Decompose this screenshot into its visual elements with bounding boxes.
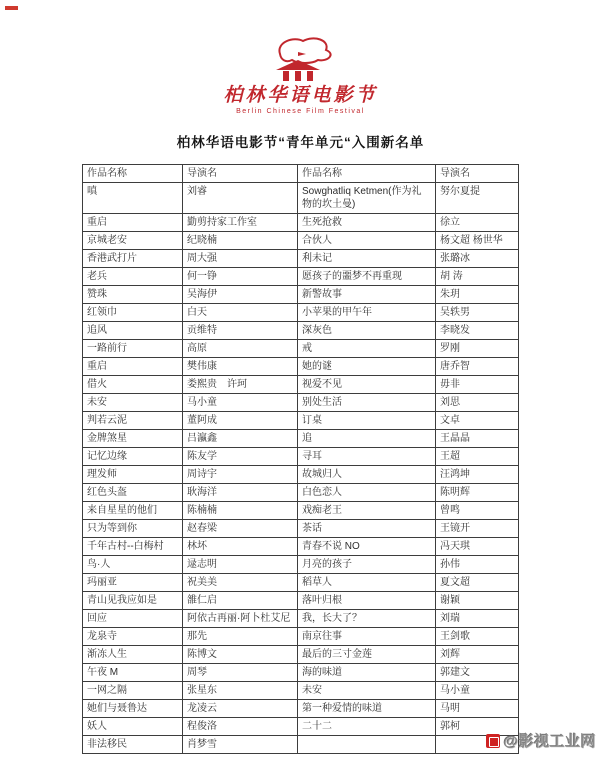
table-cell: 夏文超 [436, 574, 519, 592]
table-cell: 徐立 [436, 214, 519, 232]
table-cell: 郭建文 [436, 664, 519, 682]
table-cell: 红领巾 [83, 304, 183, 322]
table-cell: 王剑歌 [436, 628, 519, 646]
table-cell: 香港武打片 [83, 250, 183, 268]
table-cell: 未安 [83, 394, 183, 412]
table-row [83, 183, 519, 214]
table-cell: 稻草人 [298, 574, 436, 592]
table-row [83, 484, 519, 502]
table-row [83, 574, 519, 592]
table-cell: 追风 [83, 322, 183, 340]
table-cell: 一路前行 [83, 340, 183, 358]
table-cell: 视爱不见 [298, 376, 436, 394]
table-cell: 张星东 [183, 682, 298, 700]
table-cell: 一网之隔 [83, 682, 183, 700]
table-row [83, 430, 519, 448]
table-cell: 祝美美 [183, 574, 298, 592]
table-cell: 小苹果的甲午年 [298, 304, 436, 322]
table-cell: 落叶归根 [298, 592, 436, 610]
table-cell: 唐乔智 [436, 358, 519, 376]
table-cell: Sowghatliq Ketmen(作为礼物的坎土曼) [298, 183, 436, 214]
table-row [83, 700, 519, 718]
table-cell: 生死抢救 [298, 214, 436, 232]
table-row [83, 682, 519, 700]
table-cell [298, 736, 436, 754]
table-cell: 海的味道 [298, 664, 436, 682]
table-cell: 吴轶男 [436, 304, 519, 322]
table-row [83, 664, 519, 682]
table-cell: 未安 [298, 682, 436, 700]
corner-mark [5, 6, 18, 10]
table-cell: 高原 [183, 340, 298, 358]
table-row [83, 340, 519, 358]
table-cell: 我，长大了？ [298, 610, 436, 628]
table-cell: 纪晓楠 [183, 232, 298, 250]
table-cell: 借火 [83, 376, 183, 394]
table-cell: 刘思 [436, 394, 519, 412]
table-cell: 千年古村--白梅村 [83, 538, 183, 556]
table-cell: 龙凌云 [183, 700, 298, 718]
table-cell: 陈博文 [183, 646, 298, 664]
table-cell: 马明 [436, 700, 519, 718]
table-cell: 她们与聂鲁达 [83, 700, 183, 718]
table-cell: 汪鸿坤 [436, 466, 519, 484]
table-cell: 青山见我应如是 [83, 592, 183, 610]
table-cell: 曾鸣 [436, 502, 519, 520]
table-cell: 肖梦雪 [183, 736, 298, 754]
table-cell: 最后的三寸金莲 [298, 646, 436, 664]
table-cell: 周诗宇 [183, 466, 298, 484]
table-cell: 贡维特 [183, 322, 298, 340]
table-cell: 娄熙贵 许珂 [183, 376, 298, 394]
table-cell: 董阿成 [183, 412, 298, 430]
table-header-row [83, 165, 519, 183]
table-cell: 张璐冰 [436, 250, 519, 268]
watermark-text: @影视工业网 [503, 733, 596, 750]
table-cell: 订桌 [298, 412, 436, 430]
table-cell: 月亮的孩子 [298, 556, 436, 574]
table-cell: 雒仁启 [183, 592, 298, 610]
festival-logo-caption: Berlin Chinese Film Festival [236, 108, 365, 115]
watermark [486, 730, 596, 751]
table-cell: 南京往事 [298, 628, 436, 646]
table-row [83, 358, 519, 376]
table-cell: 刘瑞 [436, 610, 519, 628]
festival-logo [0, 0, 601, 115]
page-title: 柏林华语电影节“青年单元“入围新名单 [176, 135, 425, 150]
table-cell: 寻耳 [298, 448, 436, 466]
table-row [83, 538, 519, 556]
table-cell: 玛丽亚 [83, 574, 183, 592]
table-cell: 杨文超 杨世华 [436, 232, 519, 250]
table-cell: 金牌煞星 [83, 430, 183, 448]
table-row [83, 718, 519, 736]
table-row [83, 394, 519, 412]
table-cell: 故城归人 [298, 466, 436, 484]
column-header-film-2: 作品名称 [298, 165, 436, 183]
table-cell: 朱玥 [436, 286, 519, 304]
table-cell: 重启 [83, 214, 183, 232]
table-cell: 白色恋人 [298, 484, 436, 502]
table-row [83, 520, 519, 538]
table-cell: 鸟·人 [83, 556, 183, 574]
table-cell: 妖人 [83, 718, 183, 736]
table-cell: 陈楠楠 [183, 502, 298, 520]
table-cell: 文卓 [436, 412, 519, 430]
table-cell: 重启 [83, 358, 183, 376]
table-row [83, 466, 519, 484]
table-cell: 追 [298, 430, 436, 448]
table-cell: 深灰色 [298, 322, 436, 340]
table-cell: 戒 [298, 340, 436, 358]
table-cell: 吴海伊 [183, 286, 298, 304]
table-row [83, 628, 519, 646]
table-cell: 赵春梁 [183, 520, 298, 538]
table-cell: 樊伟康 [183, 358, 298, 376]
festival-logo-icon [246, 34, 356, 86]
table-cell: 刘辉 [436, 646, 519, 664]
table-cell: 来自星星的他们 [83, 502, 183, 520]
table-cell: 郭柯 [436, 718, 519, 736]
column-header-director-1: 导演名 [183, 165, 298, 183]
table-row [83, 610, 519, 628]
table-cell: 记忆边缘 [83, 448, 183, 466]
table-cell: 白天 [183, 304, 298, 322]
table-cell: 陈明辉 [436, 484, 519, 502]
table-row [83, 214, 519, 232]
table-row [83, 268, 519, 286]
table-cell: 王晶晶 [436, 430, 519, 448]
watermark-logo-icon [486, 734, 500, 748]
table-cell: 陈友学 [183, 448, 298, 466]
table-cell: 胡 涛 [436, 268, 519, 286]
table-cell: 嗔 [83, 183, 183, 214]
column-header-director-2: 导演名 [436, 165, 519, 183]
table-cell: 第一种爱情的味道 [298, 700, 436, 718]
table-cell: 回应 [83, 610, 183, 628]
table-cell: 马小童 [183, 394, 298, 412]
table-row [83, 646, 519, 664]
table-cell: 红色头盔 [83, 484, 183, 502]
table-cell: 谢颖 [436, 592, 519, 610]
table-cell: 李晓发 [436, 322, 519, 340]
table-cell: 赞珠 [83, 286, 183, 304]
table-cell: 吕瀛鑫 [183, 430, 298, 448]
table-row [83, 304, 519, 322]
table-cell: 何一铮 [183, 268, 298, 286]
table-cell: 努尔夏提 [436, 183, 519, 214]
table-cell: 利未记 [298, 250, 436, 268]
table-cell: 理发师 [83, 466, 183, 484]
table-row [83, 592, 519, 610]
table-cell: 只为等到你 [83, 520, 183, 538]
table-cell: 那先 [183, 628, 298, 646]
table-cell: 马小童 [436, 682, 519, 700]
table-cell: 二十二 [298, 718, 436, 736]
table-cell: 耿海洋 [183, 484, 298, 502]
table-cell: 刘睿 [183, 183, 298, 214]
table-row [83, 736, 519, 754]
table-cell: 判若云泥 [83, 412, 183, 430]
table-cell: 林坏 [183, 538, 298, 556]
table-row [83, 250, 519, 268]
table-row [83, 376, 519, 394]
table-cell: 老兵 [83, 268, 183, 286]
table-cell: 别处生活 [298, 394, 436, 412]
shortlist-table [82, 164, 519, 754]
table-cell: 阿依古再丽·阿卜杜艾尼 [183, 610, 298, 628]
table-row [83, 322, 519, 340]
table-cell: 戏痴老王 [298, 502, 436, 520]
table-cell: 青春不说 NO [298, 538, 436, 556]
table-cell: 孙伟 [436, 556, 519, 574]
table-row [83, 556, 519, 574]
table-cell: 新警故事 [298, 286, 436, 304]
table-row [83, 412, 519, 430]
table-cell: 冯天琪 [436, 538, 519, 556]
table-cell: 逯志明 [183, 556, 298, 574]
table-cell: 京城老安 [83, 232, 183, 250]
table-cell: 渐冻人生 [83, 646, 183, 664]
table-cell: 毋非 [436, 376, 519, 394]
table-row [83, 502, 519, 520]
table-cell: 龙泉寺 [83, 628, 183, 646]
table-row [83, 448, 519, 466]
table-cell: 合伙人 [298, 232, 436, 250]
table-cell: 周琴 [183, 664, 298, 682]
table-cell: 勤剪持家工作室 [183, 214, 298, 232]
table-cell: 愿孩子的噩梦不再重现 [298, 268, 436, 286]
table-cell: 她的谜 [298, 358, 436, 376]
table-cell: 非法移民 [83, 736, 183, 754]
table-cell: 程俊洛 [183, 718, 298, 736]
table-cell: 周大强 [183, 250, 298, 268]
table-cell: 罗刚 [436, 340, 519, 358]
table-row [83, 286, 519, 304]
table-row [83, 232, 519, 250]
festival-logo-calligraphy: 柏林华语电影节 [223, 84, 378, 106]
table-cell: 王超 [436, 448, 519, 466]
table-cell: 茶话 [298, 520, 436, 538]
table-body [83, 183, 519, 754]
column-header-film-1: 作品名称 [83, 165, 183, 183]
table-cell: 王镜开 [436, 520, 519, 538]
table-cell: 午夜 M [83, 664, 183, 682]
